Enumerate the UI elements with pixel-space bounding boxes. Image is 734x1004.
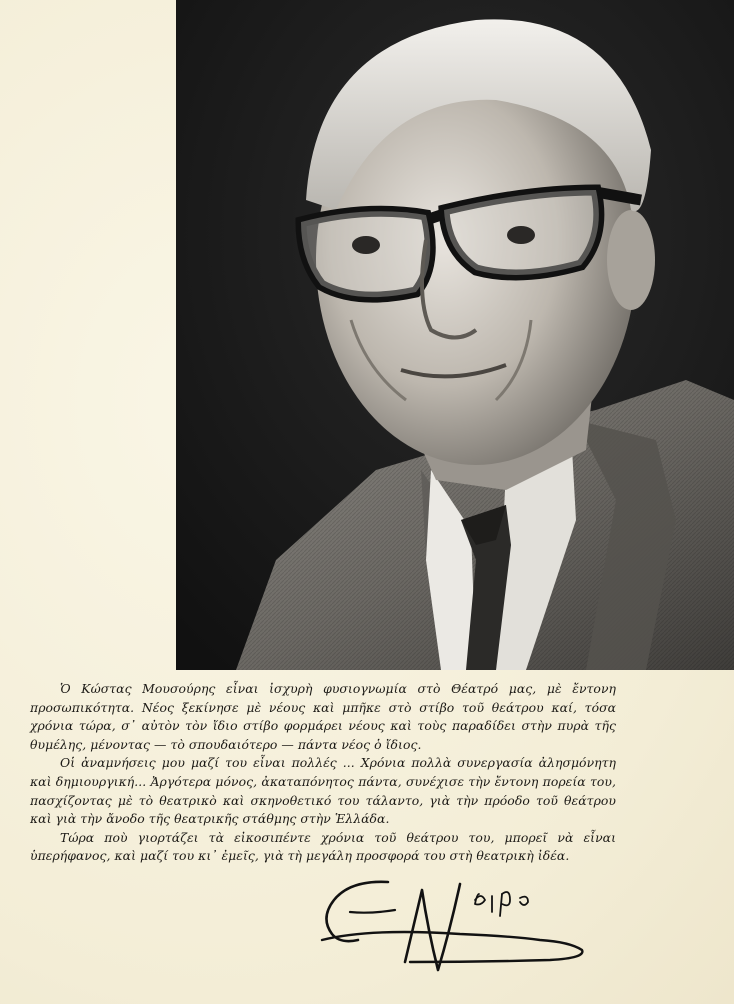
portrait-photo bbox=[176, 0, 734, 670]
handwritten-signature bbox=[310, 870, 600, 980]
paragraph-intro: Ὁ Κώστας Μουσούρης εἶναι ἰσχυρὴ φυσιογνωμία στὸ Θέατρό μας, μὲ ἔντονη προσωπικότητα. Νέος ξεκίνησε μὲ νέους καὶ μπῆκε στὸ στίβο τοῦ θεάτρου καί, τόσα χρόνια τώρα, σ᾽ αὐτὸν τὸν ἴδιο στίβο φορμάρει νέους καὶ τοὺς παραδίδει στὴν πυρὰ τῆς θυμέλης, μένοντας — τὸ σπουδαιότερο — πάντα νέος ὁ ἴδιος. bbox=[30, 681, 616, 752]
paragraph-anniversary: Τώρα ποὺ γιορτάζει τὰ εἰκοσιπέντε χρόνια τοῦ θεάτρου του, μπορεῖ νὰ εἶναι ὑπερήφανος, καὶ μαζί του κι᾽ ἐμεῖς, γιὰ τὴ μεγάλη προσφορά του στὴ θεατρικὴ ἰδέα. bbox=[30, 829, 616, 864]
paragraph-memories: Οἱ ἀναμνήσεις μου μαζί του εἶναι πολλές ... Χρόνια πολλὰ συνεργασία ἀλησμόνητη καὶ δημιουργική... Ἀργότερα μόνος, ἀκαταπόνητος πάντα, συνέχισε τὴν ἔντονη πορεία του, πασχίζοντας μὲ τὸ θεατρικὸ καὶ σκηνοθετικό του τάλαντο, γιὰ τὴν πρόοδο τοῦ θεάτρου καὶ γιὰ τὴν ἄνοδο τῆς θεατρικῆς στάθμης στὴν Ἑλλάδα. bbox=[30, 755, 616, 827]
article-text bbox=[30, 680, 616, 866]
